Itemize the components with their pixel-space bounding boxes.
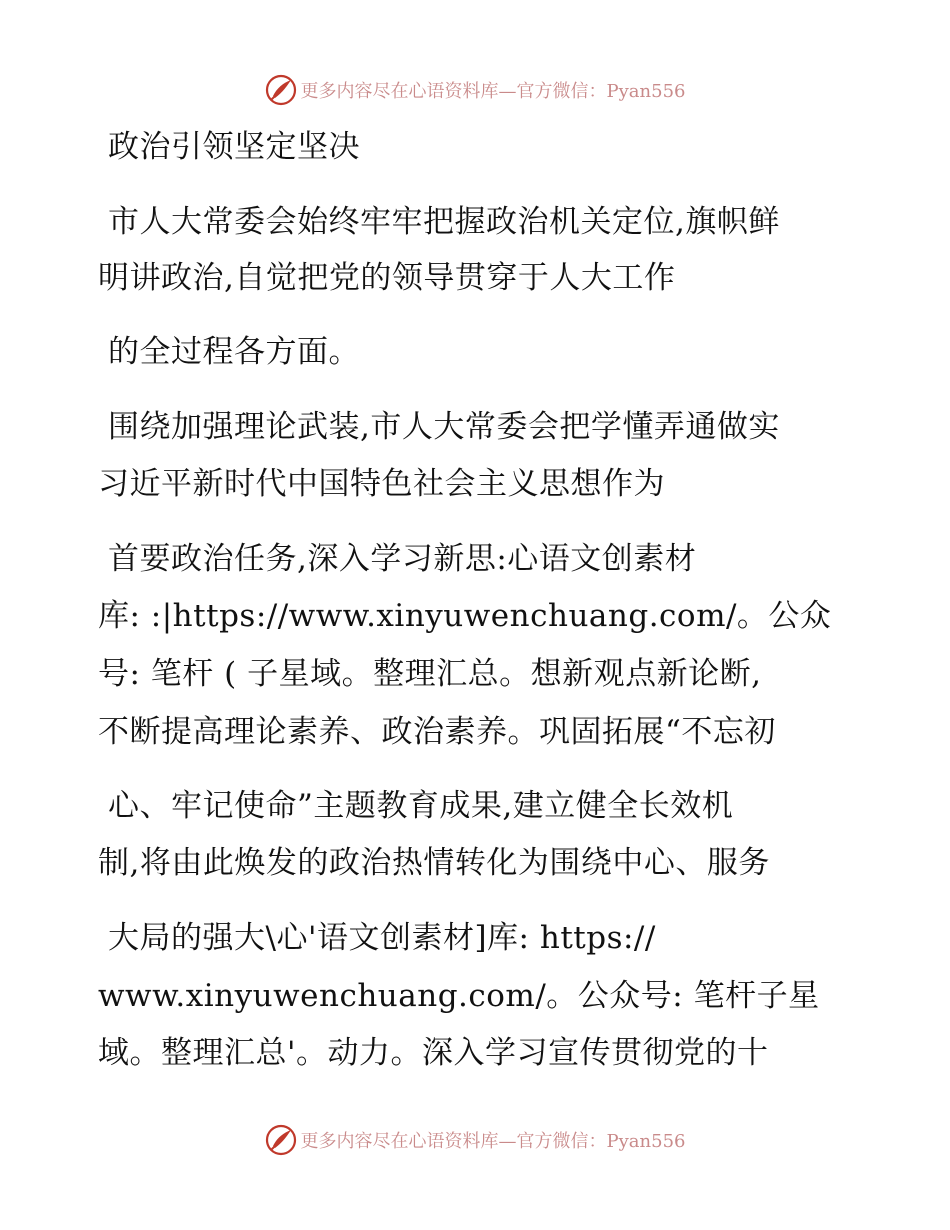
- quill-logo-icon: [265, 74, 297, 106]
- text-line-7: 首要政治任务,深入学习新思:心语文创素材: [108, 541, 697, 577]
- text-line-12: 制,将由此焕发的政治热情转化为围绕中心、服务: [98, 845, 770, 881]
- quill-logo-icon: [265, 1124, 297, 1156]
- text-line-3: 明讲政治,自觉把党的领导贯穿于人大工作: [98, 260, 676, 296]
- header-banner-text: 更多内容尽在心语资料库—官方微信：Pyan556: [300, 81, 686, 102]
- text-line-11: 心、牢记使命”主题教育成果,建立健全长效机: [108, 788, 734, 824]
- text-line-2: 市人大常委会始终牢牢把握政治机关定位,旗帜鲜: [108, 204, 780, 240]
- footer-banner-text: 更多内容尽在心语资料库—官方微信：Pyan556: [300, 1131, 686, 1152]
- text-line-4: 的全过程各方面。: [108, 334, 360, 370]
- text-line-8: 库: :|https://www.xinyuwenchuang.com/。公众: [98, 598, 832, 634]
- text-line-6: 习近平新时代中国特色社会主义思想作为: [98, 466, 665, 502]
- text-line-9: 号: 笔杆 ( 子星域。整理汇总。想新观点新论断,: [98, 656, 762, 692]
- text-line-15: 域。整理汇总'。动力。深入学习宣传贯彻党的十: [98, 1035, 769, 1071]
- text-line-13: 大局的强大\心'语文创素材]库: https://: [108, 920, 656, 956]
- text-line-10: 不断提高理论素养、政治素养。巩固拓展“不忘初: [98, 714, 776, 750]
- text-line-1: 政治引领坚定坚决: [108, 129, 360, 165]
- footer-watermark-banner: [0, 1120, 950, 1160]
- header-watermark-banner: [0, 70, 950, 110]
- text-line-5: 围绕加强理论武装,市人大常委会把学懂弄通做实: [108, 409, 780, 445]
- text-line-14: www.xinyuwenchuang.com/。公众号: 笔杆子星: [98, 978, 820, 1014]
